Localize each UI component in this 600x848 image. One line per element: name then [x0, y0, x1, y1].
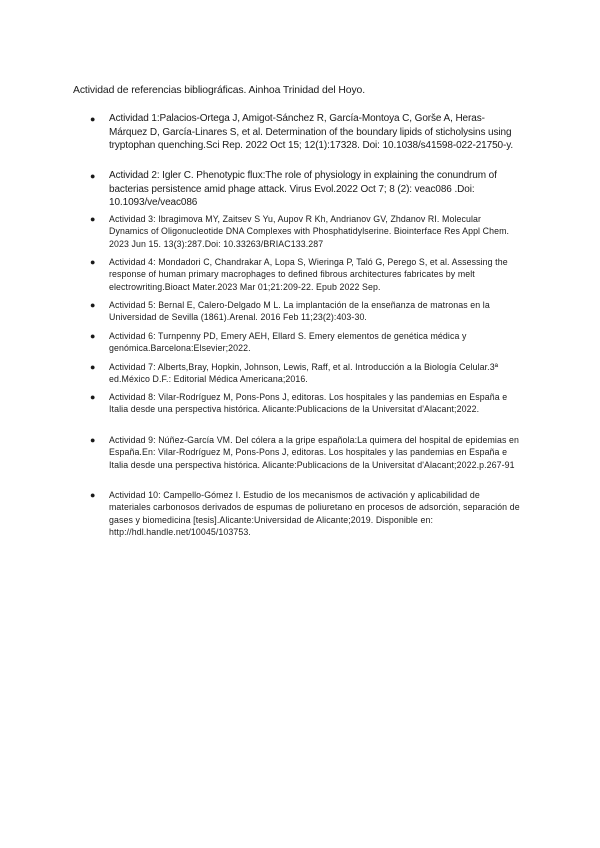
bullet-icon: ●	[90, 331, 96, 341]
bullet-icon: ●	[90, 257, 96, 267]
reference-text: Actividad 8: Vilar-Rodríguez M, Pons-Pons J, editoras. Los hospitales y las pandemias en España e Italia desde una perspectiva histórica. Alicante:Publicacions de la Universitat d'Alacant;2022.	[109, 392, 508, 415]
reference-text: Actividad 2: Igler C. Phenotypic flux:The role of physiology in explaining the conundrum of bacterias persistence amid phage attack. Virus Evol.2022 Oct 7; 8 (2): veac086 .Doi: 10.1093/ve/veac086	[109, 170, 497, 208]
reference-text: Actividad 4: Mondadori C, Chandrakar A, Lopa S, Wieringa P, Taló G, Perego S, et al. Assessing the response of human primary macrophages to defined fibrous architectures fabricates by melt electrowriting.Bioact Mater.2023 Mar 01;21:209-22. Epub 2022 Sep.	[109, 257, 508, 292]
reference-text: Actividad 10: Campello-Gómez I. Estudio de los mecanismos de activación y aplicabilidad de materiales carbonosos derivados de espumas de poliuretano en procesos de adsorción, separación de gases y biomedicina [tesis].Alicante:Universidad de Alicante;2019. Disponible en: http://hdl.handle.net/10045/103753.	[109, 490, 520, 537]
reference-text: Actividad 3: Ibragimova MY, Zaitsev S Yu, Aupov R Kh, Andrianov GV, Zhdanov RI. Molecular Dynamics of Oligonucleotide DNA Complexes with Phosphatidylserine. Biointerface Res Appl Chem. 2023 Jun 15. 13(3):287.Doi: 10.33263/BRIAC133.287	[109, 214, 510, 249]
bullet-icon: ●	[90, 171, 96, 181]
reference-text: Actividad 1:Palacios-Ortega J, Amigot-Sánchez R, García-Montoya C, Gorše A, Heras-Márquez D, García-Linares S, et al. Determination of the boundary lipids of sticholysins using tryptophan quenching.Sci Rep. 2022 Oct 15; 12(1):17328. Doi: 10.1038/s41598-022-21750-y.	[109, 113, 514, 151]
bullet-icon: ●	[90, 114, 96, 124]
document-title: Actividad de referencias bibliográficas. Ainhoa Trinidad del Hoyo.	[73, 85, 366, 96]
reference-text: Actividad 6: Turnpenny PD, Emery AEH, Ellard S. Emery elementos de genética médica y genómica.Barcelona:Elsevier;2022.	[109, 331, 467, 354]
reference-text: Actividad 7: Alberts,Bray, Hopkin, Johnson, Lewis, Raff, et al. Introducción a la Biología Celular.3ª ed.México D.F.: Editorial Médica Americana;2016.	[109, 362, 499, 385]
reference-text: Actividad 5: Bernal E, Calero-Delgado M L. La implantación de la enseñanza de matronas en la Universidad de Sevilla (1861).Arenal. 2016 Feb 11;23(2):403-30.	[109, 300, 490, 323]
bullet-icon: ●	[90, 490, 96, 500]
bullet-icon: ●	[90, 362, 96, 372]
reference-text: Actividad 9: Núñez-García VM. Del cólera a la gripe española:La quimera del hospital de epidemias en España.En: Vilar-Rodríguez M, Pons-Pons J, editoras. Los hospitales y las pandemias en España e Italia desde una perspectiva histórica. Alicante:Publicacions de la Universitat d'Alacant;2022.p.267-91	[109, 435, 519, 470]
bullet-icon: ●	[90, 435, 96, 445]
bullet-icon: ●	[90, 392, 96, 402]
bullet-icon: ●	[90, 300, 96, 310]
bullet-icon: ●	[90, 214, 96, 224]
